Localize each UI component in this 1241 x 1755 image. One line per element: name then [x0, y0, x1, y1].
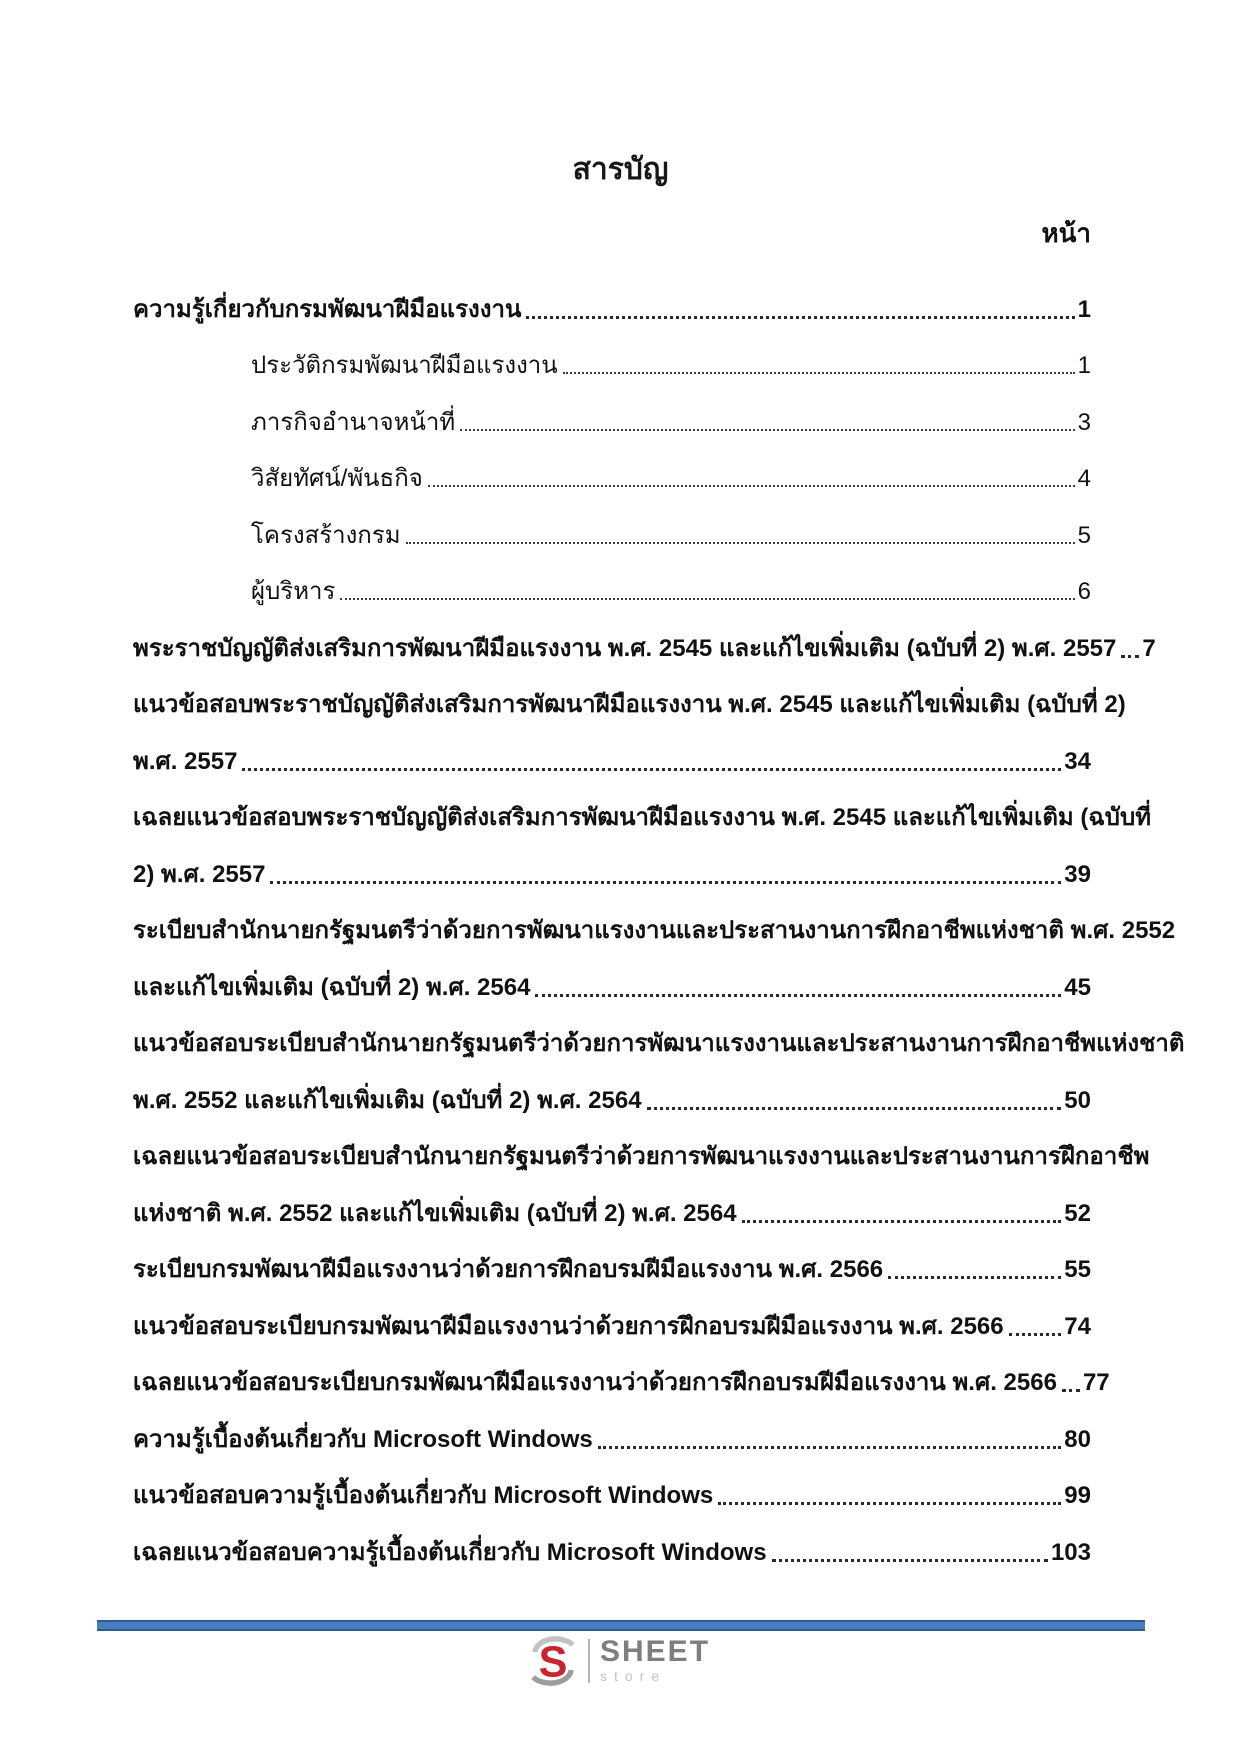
toc-entry-line1	[133, 890, 1176, 947]
toc-page-number: 80	[1064, 1425, 1091, 1453]
brand-name: SHEET	[600, 1635, 711, 1668]
toc-subentry	[133, 438, 1091, 495]
toc-entry-label: แนวข้อสอบระเบียบกรมพัฒนาฝีมือแรงงานว่าด้วยการฝึกอบรมฝีมือแรงงาน พ.ศ. 2566	[133, 1312, 1004, 1340]
toc-entry-label: และแก้ไขเพิ่มเติม (ฉบับที่ 2) พ.ศ. 2564	[133, 973, 531, 1001]
toc-entry-label: พ.ศ. 2552 และแก้ไขเพิ่มเติม (ฉบับที่ 2) พ.ศ. 2564	[133, 1086, 642, 1114]
brand-text	[600, 1635, 711, 1684]
toc-entry-line1	[133, 1116, 1150, 1173]
dot-leader	[1062, 1389, 1080, 1392]
toc-entry-label: ประวัติกรมพัฒนาฝีมือแรงงาน	[251, 352, 558, 379]
dot-leader	[1121, 655, 1139, 658]
dot-leader	[535, 994, 1061, 997]
dot-leader	[270, 881, 1061, 884]
dot-leader	[460, 429, 1075, 431]
page-column-header: หน้า	[1041, 218, 1091, 248]
dot-leader	[647, 1107, 1062, 1110]
toc-page-number: 1	[1077, 295, 1091, 323]
toc-entry	[133, 946, 1091, 1003]
toc-page-number: 7	[1142, 634, 1156, 662]
toc-page-number: 74	[1064, 1312, 1091, 1340]
s-logo-letter: S	[538, 1638, 568, 1687]
dot-leader	[563, 372, 1075, 374]
toc-entry	[133, 720, 1091, 777]
toc-entry	[133, 833, 1091, 890]
toc-entry-label: ผู้บริหาร	[251, 578, 336, 605]
page-title: สารบัญ	[572, 153, 669, 186]
dot-leader	[1009, 1333, 1062, 1336]
sheet-store-logo	[526, 1634, 710, 1688]
toc-subentry	[133, 381, 1091, 438]
toc-entry-label: แห่งชาติ พ.ศ. 2552 และแก้ไขเพิ่มเติม (ฉบับที่ 2) พ.ศ. 2564	[133, 1199, 737, 1227]
toc-entry-label: ความรู้เกี่ยวกับกรมพัฒนาฝีมือแรงงาน	[133, 295, 522, 323]
toc-entry-label: พ.ศ. 2557	[133, 747, 238, 775]
toc-entry-label: เฉลยแนวข้อสอบระเบียบสำนักนายกรัฐมนตรีว่าด้วยการพัฒนาแรงงานและประสานงานการฝึกอาชีพ	[133, 1143, 1150, 1170]
toc-subentry	[133, 325, 1091, 382]
dot-leader	[888, 1276, 1061, 1279]
toc-entry-label: เฉลยแนวข้อสอบระเบียบกรมพัฒนาฝีมือแรงงานว่าด้วยการฝึกอบรมฝีมือแรงงาน พ.ศ. 2566	[133, 1369, 1057, 1396]
toc-entry	[133, 1172, 1091, 1229]
toc-page-number: 99	[1064, 1482, 1091, 1509]
toc-page-number: 3	[1077, 408, 1091, 436]
toc-page-number: 77	[1082, 1369, 1110, 1396]
toc-entry	[133, 1059, 1091, 1116]
dot-leader	[340, 598, 1074, 600]
toc-entry-label: โครงสร้างกรม	[251, 521, 401, 549]
toc-page-number: 55	[1064, 1256, 1091, 1283]
logo-divider	[588, 1639, 590, 1683]
dot-leader	[772, 1559, 1048, 1562]
dot-leader	[742, 1220, 1062, 1223]
toc-entry	[133, 1229, 1091, 1286]
table-of-contents	[133, 268, 1185, 1568]
dot-leader	[428, 485, 1075, 487]
toc-entry-label: แนวข้อสอบความรู้เบื้องต้นเกี่ยวกับ Microsoft Windows	[133, 1482, 714, 1509]
toc-entry-label: ระเบียบกรมพัฒนาฝีมือแรงงานว่าด้วยการฝึกอบรมฝีมือแรงงาน พ.ศ. 2566	[133, 1256, 884, 1283]
toc-entry-label: แนวข้อสอบพระราชบัญญัติส่งเสริมการพัฒนาฝีมือแรงงาน พ.ศ. 2545 และแก้ไขเพิ่มเติม (ฉบับที่ 2)	[133, 691, 1126, 718]
toc-entry-label: เฉลยแนวข้อสอบพระราชบัญญัติส่งเสริมการพัฒนาฝีมือแรงงาน พ.ศ. 2545 และแก้ไขเพิ่มเติม (ฉบับที่	[133, 804, 1152, 831]
toc-entry-label: แนวข้อสอบระเบียบสำนักนายกรัฐมนตรีว่าด้วยการพัฒนาแรงงานและประสานงานการฝึกอาชีพแห่งชาติ	[133, 1030, 1185, 1057]
toc-page-number: 39	[1064, 860, 1091, 888]
toc-page-number: 45	[1064, 973, 1091, 1001]
dot-leader	[406, 542, 1075, 544]
toc-entry	[133, 1342, 1110, 1399]
dot-leader	[242, 768, 1061, 771]
toc-entry-line1	[133, 1003, 1185, 1060]
toc-subentry	[133, 494, 1091, 551]
toc-page-number: 34	[1064, 747, 1091, 775]
brand-subtitle: store	[600, 1668, 667, 1684]
toc-entry-label: ความรู้เบื้องต้นเกี่ยวกับ Microsoft Windows	[133, 1425, 593, 1453]
toc-page-number: 5	[1077, 521, 1091, 549]
toc-entry-line1	[133, 664, 1126, 721]
toc-entry-label: วิสัยทัศน์/พันธกิจ	[251, 465, 423, 492]
toc-entry	[133, 1398, 1091, 1455]
dot-leader	[526, 316, 1074, 319]
footer-divider-bar	[97, 1620, 1145, 1631]
toc-entry	[133, 268, 1091, 325]
toc-entry	[133, 1455, 1091, 1512]
dot-leader	[718, 1502, 1061, 1505]
dot-leader	[598, 1446, 1062, 1449]
toc-subentry	[133, 551, 1091, 608]
toc-entry-label: 2) พ.ศ. 2557	[133, 860, 266, 888]
toc-entry	[133, 607, 1156, 664]
s-logo-icon	[526, 1634, 580, 1688]
toc-page-number: 103	[1050, 1538, 1091, 1566]
toc-entry	[133, 1285, 1091, 1342]
toc-page-number: 4	[1077, 465, 1091, 492]
toc-entry-label: ระเบียบสำนักนายกรัฐมนตรีว่าด้วยการพัฒนาแรงงานและประสานงานการฝึกอาชีพแห่งชาติ พ.ศ. 2552	[133, 917, 1176, 944]
toc-page-number: 1	[1077, 352, 1091, 379]
toc-page-number: 52	[1064, 1199, 1091, 1227]
toc-entry-label: พระราชบัญญัติส่งเสริมการพัฒนาฝีมือแรงงาน พ.ศ. 2545 และแก้ไขเพิ่มเติม (ฉบับที่ 2) พ.ศ. 2557	[133, 634, 1117, 662]
toc-entry-line1	[133, 777, 1152, 834]
toc-entry-label: ภารกิจอำนาจหน้าที่	[251, 408, 456, 436]
toc-entry-label: เฉลยแนวข้อสอบความรู้เบื้องต้นเกี่ยวกับ Microsoft Windows	[133, 1538, 767, 1566]
toc-page-number: 6	[1077, 578, 1091, 605]
toc-page-number: 50	[1064, 1086, 1091, 1114]
toc-entry	[133, 1511, 1091, 1568]
